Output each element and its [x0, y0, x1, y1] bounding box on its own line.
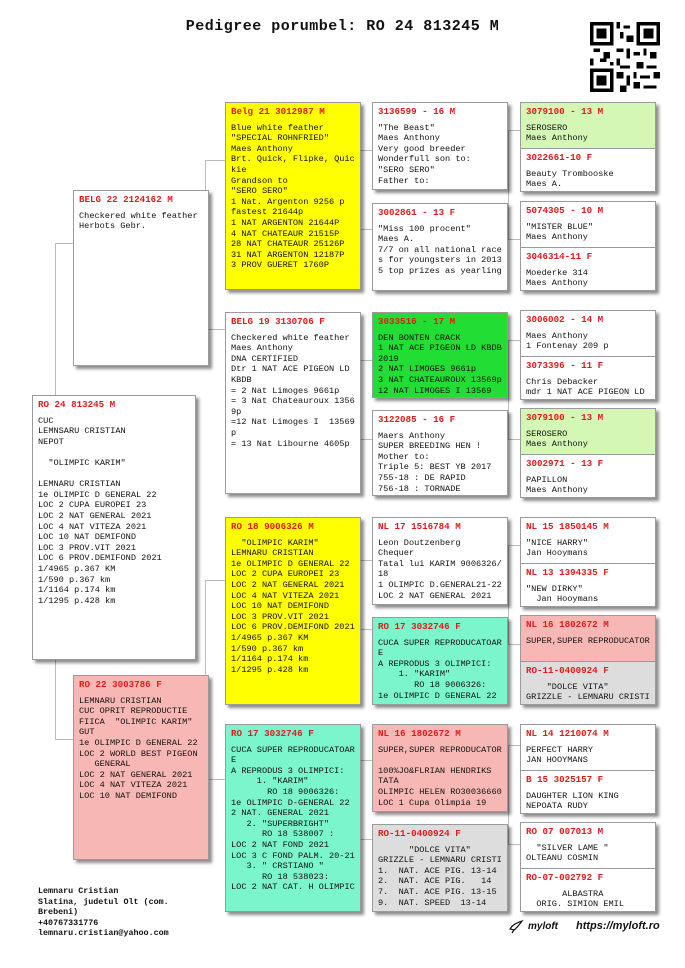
detail-line: CUCA SUPER REPRODUCATOARE — [378, 637, 502, 659]
detail-line: LOC 2 WORLD BEST PIGEON — [79, 748, 198, 759]
detail-line: OLTEANU COSMIN — [526, 853, 599, 864]
detail-line: DEN BONTEN CRACK — [378, 332, 461, 343]
gen4-card[interactable] — [372, 617, 508, 705]
detail-line: 1. "KARIM" — [378, 669, 451, 680]
detail-line: 1 Fontenay 209 p — [526, 341, 609, 352]
detail-line: LOC 2 NAT GENERAL 2021 — [378, 590, 492, 601]
ring-number: 3136599 - 16 M — [378, 106, 456, 117]
detail-line: A REPRODUS 3 OLIMPICI: — [378, 658, 492, 669]
detail-line: Leon Doutzenberg — [378, 537, 461, 548]
detail-line: RO 18 538007 : — [231, 829, 335, 840]
detail-line: KBDB — [231, 374, 252, 385]
detail-line: Maes Anthony — [231, 143, 293, 154]
gen4-card[interactable] — [372, 824, 508, 912]
detail-line: 7. NAT. ACE PIG. 13-15 — [378, 886, 497, 897]
detail-line: "DOLCE VITA" — [526, 681, 609, 692]
detail-line: Brt. Quick, Flipke, Quickie — [231, 154, 355, 175]
gen4-card[interactable] — [372, 203, 508, 291]
detail-line: LOC 3 PROV.VIT 2021 — [231, 611, 329, 622]
detail-line: CUCA SUPER REPRODUCATOARE — [231, 744, 355, 766]
brand-logo: myloft — [528, 920, 558, 932]
detail-line: 31 NAT ARGENTON 12187P — [231, 249, 345, 260]
detail-line: "Miss 100 procent" — [378, 223, 471, 234]
detail-line: 1e OLIMPIC D GENERAL 22 — [231, 558, 350, 569]
detail-line: "SPECIAL ROHNFRIED" — [231, 133, 329, 144]
detail-line: GRIZZLE - LEMNARU CRISTI — [526, 692, 650, 703]
dam-card[interactable] — [73, 675, 209, 860]
detail-line: 1 OLIMPIC D.GENERAL21-22 — [378, 579, 502, 590]
detail-line: GRIZZLE - LEMNARU CRISTI — [378, 855, 502, 866]
ring-number: 3079100 - 13 M — [526, 412, 604, 423]
pigeon-logo-icon — [508, 918, 524, 934]
detail-line: Mother to: — [378, 451, 430, 462]
ring-number: 3002861 - 13 F — [378, 207, 456, 218]
detail-line: Maes A. — [378, 234, 415, 245]
detail-line: 1. "KARIM" — [231, 776, 309, 787]
gen5-female — [521, 661, 655, 705]
detail-line: Checkered white feather — [231, 332, 350, 343]
detail-line: 1. NAT. ACE PIG. 13-14 — [378, 865, 497, 876]
detail-line: 755-18 : DE RAPID — [378, 472, 466, 483]
gen5-male — [521, 409, 655, 454]
detail-line: ORIG. SIMION EMIL — [526, 899, 624, 910]
owner-address: Brebeni) — [38, 907, 79, 917]
owner-email[interactable]: lemnaru.cristian@yahoo.com — [38, 928, 169, 938]
detail-line: PAPILLON — [526, 474, 568, 485]
detail-line: JAN HOOYMANS — [526, 755, 588, 766]
detail-line: 1/1164 p.174 km — [38, 585, 116, 596]
ring-number: 3122085 - 16 F — [378, 414, 456, 425]
detail-line: Grandson to — [231, 175, 288, 186]
detail-line: 2 NAT LIMOGES 9661p — [378, 364, 476, 375]
detail-line: Jan Hooymans — [526, 594, 599, 605]
detail-line: 1 Nat. Argenton 9256 p — [231, 196, 345, 207]
detail-line: LOC 2 CUPA EUROPEI 23 — [38, 500, 147, 511]
detail-line: 2. "SUPERBRIGHT" — [231, 818, 329, 829]
detail-line: LOC 4 NAT VITEZA 2021 — [231, 590, 340, 601]
detail-line: TATA — [378, 776, 399, 787]
detail-line: Maes Anthony — [526, 439, 588, 450]
detail-line: = 3 Nat Chateauroux 13569p — [231, 396, 355, 417]
qr-code-icon — [590, 22, 660, 92]
detail-line: Maes Anthony — [526, 278, 588, 289]
gen5-female — [521, 356, 655, 400]
detail-line: LOC 4 NAT VITEZA 2021 — [38, 521, 147, 532]
ring-number: RO 22 3003786 F — [79, 679, 162, 690]
detail-line: GUT — [79, 727, 95, 738]
owner-contact — [38, 886, 169, 939]
detail-line: p — [231, 427, 237, 438]
ring-number: NL 15 1850145 M — [526, 521, 609, 532]
ring-number: RO 17 3032746 F — [231, 728, 314, 739]
detail-line: LOC 6 PROV.DEMIFOND 2021 — [231, 622, 355, 633]
detail-line: SUPER,SUPER REPRODUCATOR — [526, 635, 650, 646]
gen5-female — [521, 770, 655, 814]
detail-line: 12 NAT LIMOGES I 13569 — [378, 385, 492, 396]
detail-line: RO 18 9006326: — [231, 786, 340, 797]
detail-line: CUC OPRIT REPRODUCTIE — [79, 706, 188, 717]
ring-number: NL 17 1516784 M — [378, 521, 461, 532]
detail-line: =12 Nat Limoges I 13569 — [231, 417, 355, 428]
ring-number: BELG 19 3130706 F — [231, 316, 325, 327]
ring-number: 3073396 - 11 F — [526, 360, 604, 371]
gen5-male — [521, 311, 655, 356]
ring-number: 3006002 - 14 M — [526, 314, 604, 325]
ring-number: 3033516 - 17 M — [378, 316, 456, 327]
gen4-card[interactable] — [372, 517, 508, 605]
detail-line: LOC 2 NAT GENERAL 2021 — [38, 510, 152, 521]
owner-phone[interactable]: +40767331776 — [38, 917, 99, 928]
connector-line — [55, 243, 75, 395]
detail-line: NEPOT — [38, 436, 64, 447]
ring-number: 3079100 - 13 M — [526, 106, 604, 117]
detail-line: 1/1164 p.174 km — [231, 654, 309, 665]
detail-line: 756-18 : TORNADE — [378, 483, 461, 494]
detail-line: "The Beast" — [378, 122, 435, 133]
detail-line: 2019 — [378, 353, 399, 364]
detail-line: Maes A. — [526, 179, 563, 190]
detail-line: Maes Anthony — [526, 232, 588, 243]
detail-line: FIICA "OLIMPIC KARIM" — [79, 716, 193, 727]
detail-line: "SILVER LAME " — [526, 842, 609, 853]
gen5-male — [521, 518, 655, 563]
detail-line: Maes Anthony — [526, 330, 588, 341]
gen5-card[interactable] — [520, 822, 656, 912]
detail-line: 9. NAT. SPEED 13-14 — [378, 897, 487, 908]
detail-line: 1/1295 p.428 km — [231, 664, 309, 675]
detail-line: 7/7 on all national races for youngsters in 2013 — [378, 244, 502, 266]
detail-line: 100%JO&FLRIAN HENDRIKS — [378, 765, 492, 776]
ring-number: RO 18 9006326 M — [231, 521, 314, 532]
detail-line: Jan Hooymans — [526, 548, 588, 559]
detail-line: "OLIMPIC KARIM" — [38, 457, 126, 468]
detail-line: 1 NAT ACE PIGEON LD KBDB — [378, 343, 502, 354]
dam-sire-card[interactable] — [225, 517, 361, 705]
detail-line: = 13 Nat Libourne 4605p — [231, 438, 350, 449]
detail-line: OLIMPIC HELEN RO30036660 — [378, 786, 502, 797]
detail-line: LOC 1 Cupa Olimpia 19 — [378, 797, 487, 808]
detail-line: 5 top prizes as yearling — [378, 265, 502, 276]
detail-line: "MISTER BLUE" — [526, 221, 594, 232]
ring-number: 5074305 - 10 M — [526, 205, 604, 216]
owner-name: Lemnaru Cristian — [38, 886, 119, 896]
detail-line: "NICE HARRY" — [526, 537, 588, 548]
detail-line: GENERAL — [79, 759, 131, 770]
gen5-card[interactable] — [520, 408, 656, 498]
brand-footer — [508, 918, 660, 934]
dam-dam-card[interactable] — [225, 724, 361, 912]
gen5-male — [521, 725, 655, 770]
detail-line: 2 NAT. GENERAL 2021 — [231, 808, 329, 819]
gen5-female — [521, 563, 655, 607]
detail-line: SEROSERO — [526, 428, 568, 439]
detail-line: 28 NAT CHATEAUR 25126P — [231, 239, 345, 250]
ring-number: 3002971 - 13 F — [526, 458, 604, 469]
detail-line: LOC 2 NAT GENERAL 2021 — [79, 769, 193, 780]
detail-line: Father to: — [378, 175, 430, 186]
gen4-card[interactable] — [372, 410, 508, 496]
ring-number: RO-11-0400924 F — [526, 665, 609, 676]
gen4-card[interactable] — [372, 102, 508, 190]
detail-line: 3 NAT CHATEAUROUX 13569p — [378, 374, 502, 385]
detail-line: "DOLCE VITA" — [378, 844, 471, 855]
detail-line: 1e OLIMPIC D-GENERAL 22 — [231, 797, 350, 808]
ring-number: B 15 3025157 F — [526, 774, 604, 785]
main-pigeon-card[interactable] — [32, 395, 196, 660]
detail-line: 1 NAT ARGENTON 21644P — [231, 217, 340, 228]
gen5-male — [521, 202, 655, 247]
detail-line: ALBASTRA — [526, 888, 604, 899]
detail-line: LEMNARU CRISTIAN — [79, 695, 162, 706]
detail-line: "NEW DIRKY" — [526, 583, 583, 594]
detail-line: NEPOATA RUDY — [526, 801, 588, 812]
gen5-card[interactable] — [520, 102, 656, 192]
detail-line: CUC — [38, 415, 54, 426]
detail-line: Tatal lui KARIM 9006326/18 — [378, 558, 502, 580]
detail-line: "OLIMPIC KARIM" — [231, 537, 319, 548]
ring-number: RO 17 3032746 F — [378, 621, 461, 632]
detail-line: Maes Anthony — [526, 485, 588, 496]
detail-line: 1/4965 p.367 KM — [38, 563, 116, 574]
detail-line: 1/4965 p.367 KM — [231, 632, 309, 643]
ring-number: Belg 21 3012987 M — [231, 106, 325, 117]
detail-line: "SERO SERO" — [231, 186, 288, 197]
detail-line: 2. NAT. ACE PIG. 14 — [378, 876, 492, 887]
connector-line — [55, 660, 75, 740]
ring-number: RO-07-002792 F — [526, 872, 604, 883]
gen5-male — [521, 103, 655, 148]
detail-line: mdr 1 NAT ACE PIGEON LD — [526, 387, 645, 398]
detail-line: LOC 6 PROV.DEMIFOND 2021 — [38, 553, 162, 564]
detail-line: 1e OLIMPIC D GENERAL 22 — [79, 737, 198, 748]
detail-line: Very good breeder — [378, 143, 466, 154]
detail-line: LOC 2 NAT CAT. H OLIMPIC — [231, 882, 355, 893]
detail-line: = 2 Nat Limoges 9661p — [231, 385, 340, 396]
detail-line: Maes Anthony — [378, 133, 440, 144]
detail-line: LOC 3 PROV.VIT 2021 — [38, 542, 136, 553]
sire-sire-card[interactable] — [225, 102, 361, 290]
detail-line: PERFECT HARRY — [526, 744, 594, 755]
detail-line: Blue white feather — [231, 122, 324, 133]
detail-line — [38, 447, 190, 458]
detail-line: DAUGHTER LION KING — [526, 790, 619, 801]
detail-line — [38, 469, 190, 480]
gen5-card[interactable] — [520, 724, 656, 814]
detail-line: A REPRODUS 3 OLIMPICI: — [231, 765, 345, 776]
detail-line: SUPER,SUPER REPRODUCATOR — [378, 744, 502, 755]
detail-line: Maes Anthony — [231, 343, 293, 354]
detail-line: Checkered white feather — [79, 210, 198, 221]
detail-line: Maes Anthony — [526, 133, 588, 144]
detail-line: SUPER BREEDING HEN ! — [378, 441, 482, 452]
gen5-card[interactable] — [520, 517, 656, 607]
detail-line: LOC 2 NAT FOND 2021 — [231, 839, 329, 850]
detail-line: Herbots Gebr. — [79, 221, 147, 232]
detail-line: "SERO SERO" — [378, 164, 435, 175]
gen5-female — [521, 868, 655, 912]
gen5-card[interactable] — [520, 201, 656, 291]
detail-line: 1/1295 p.428 km — [38, 595, 116, 606]
gen4-card[interactable] — [372, 724, 508, 812]
detail-line: LOC 10 NAT DEMIFOND — [38, 532, 136, 543]
detail-line: SEROSERO — [526, 122, 568, 133]
ring-number: NL 16 1802672 M — [526, 619, 609, 630]
detail-line: LOC 2 NAT GENERAL 2021 — [231, 579, 345, 590]
gen5-female — [521, 247, 655, 291]
detail-line: 1/590 p.367 km — [38, 574, 111, 585]
ring-number: NL 14 1210074 M — [526, 728, 609, 739]
gen5-card[interactable] — [520, 615, 656, 705]
detail-line: 3. " CRSTIANO " — [231, 861, 324, 872]
gen5-male — [521, 616, 655, 661]
detail-line: LOC 2 CUPA EUROPEI 23 — [231, 569, 340, 580]
ring-number: RO 24 813245 M — [38, 399, 116, 410]
detail-line: Beauty Trombooske — [526, 168, 614, 179]
detail-line: Wonderfull son to: — [378, 154, 471, 165]
ring-number: RO-11-0400924 F — [378, 828, 461, 839]
detail-line: 1e OLIMPIC D GENERAL 22 — [378, 690, 497, 701]
ring-number: NL 13 1394335 F — [526, 567, 609, 578]
ring-number: NL 16 1802672 M — [378, 728, 461, 739]
detail-line: LOC 10 NAT DEMIFOND — [231, 601, 329, 612]
page-title: Pedigree porumbel: RO 24 813245 M — [185, 18, 500, 35]
detail-line: LOC 10 NAT DEMIFOND — [79, 790, 177, 801]
sire-dam-card[interactable] — [225, 312, 361, 494]
detail-line: fastest 21644p — [231, 207, 304, 218]
gen5-female — [521, 454, 655, 498]
gen4-card[interactable] — [372, 312, 508, 398]
ring-number: BELG 22 2124162 M — [79, 194, 173, 205]
detail-line: Chris Debacker — [526, 376, 599, 387]
detail-line: 1/590 p.367 km — [231, 643, 304, 654]
detail-line: 1e OLIMPIC D GENERAL 22 — [38, 489, 157, 500]
detail-line: LOC 4 NAT VITEZA 2021 — [79, 780, 188, 791]
detail-line: Moederke 314 — [526, 267, 588, 278]
detail-line: LEMNSARU CRISTIAN — [38, 426, 126, 437]
detail-line: LEMNARU CRISTIAN — [38, 479, 121, 490]
gen5-female — [521, 148, 655, 192]
ring-number: 3046314-11 F — [526, 251, 593, 262]
sire-card[interactable] — [73, 190, 209, 366]
detail-line: 3 PROV GUERET 1760P — [231, 260, 329, 271]
detail-line: Dtr 1 NAT ACE PIGEON LD — [231, 364, 350, 375]
detail-line: Chequer — [378, 548, 415, 559]
detail-line: LOC 3 C FOND PALM. 20-21 — [231, 850, 355, 861]
detail-line: Maers Anthony — [378, 430, 446, 441]
gen5-card[interactable] — [520, 310, 656, 400]
detail-line — [378, 755, 502, 766]
ring-number: RO 07 007013 M — [526, 826, 604, 837]
detail-line: Triple 5: BEST YB 2017 — [378, 462, 492, 473]
owner-address: Slatina, judetul Olt (com. — [38, 896, 169, 907]
detail-line: DNA CERTIFIED — [231, 353, 299, 364]
pigeon-details — [38, 416, 190, 607]
detail-line: RO 18 9006326: — [378, 679, 487, 690]
brand-link[interactable]: https://myloft.ro — [576, 920, 660, 932]
detail-line: LEMNARU CRISTIAN — [231, 548, 314, 559]
gen5-male — [521, 823, 655, 868]
detail-line: RO 18 538023: — [231, 871, 329, 882]
ring-number: 3022661-10 F — [526, 152, 593, 163]
detail-line: 4 NAT CHATEAUR 21515P — [231, 228, 340, 239]
